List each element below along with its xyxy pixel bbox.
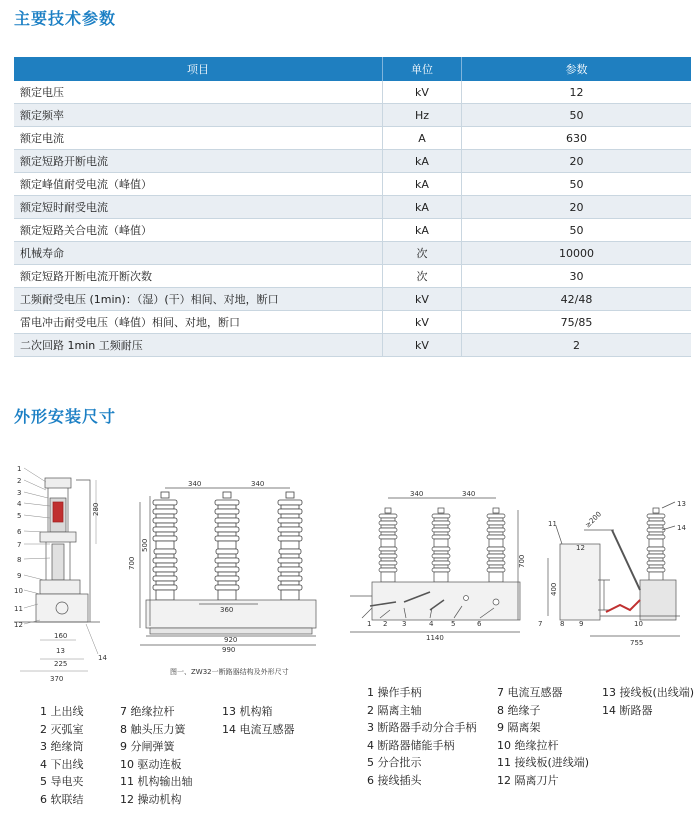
figure-4-side-view (538, 500, 686, 647)
legend-item: 11 接线板(进线端) (497, 756, 590, 769)
cell-item: 额定短时耐受电流 (14, 196, 383, 219)
cell-unit: kV (383, 288, 462, 311)
dim-13: 13 (56, 647, 65, 655)
dim-ge-200: ≥200 (583, 510, 604, 530)
legend-item: 8 绝缘子 (497, 703, 541, 717)
cell-value: 50 (462, 219, 692, 242)
callout-9: 9 (17, 572, 22, 580)
callout-f4-11: 11 (548, 520, 557, 528)
figure-2-front-view (128, 480, 316, 654)
callout-8: 8 (17, 556, 22, 564)
dim-340-b: 340 (251, 480, 265, 488)
cell-item: 额定电流 (14, 127, 383, 150)
dim-1140: 1140 (426, 634, 444, 642)
table-row (14, 219, 691, 242)
cell-value: 10000 (462, 242, 692, 265)
callout-2: 2 (17, 477, 22, 485)
callout-10: 10 (14, 587, 23, 595)
table-row (14, 81, 691, 104)
callout-f3-3: 3 (402, 620, 407, 628)
legend-item: 5 分合批示 (367, 756, 422, 769)
cell-value: 20 (462, 196, 692, 219)
legend-item: 2 灭弧室 (40, 722, 84, 736)
header-item: 项目 (14, 57, 383, 81)
section-title-specs: 主要技术参数 (14, 9, 117, 28)
figure-1-side-section (14, 465, 107, 683)
legend-item: 12 隔离刀片 (497, 773, 559, 787)
dim-400: 400 (550, 582, 558, 596)
table-header-row (14, 57, 691, 81)
callout-1: 1 (17, 465, 22, 473)
legend-item: 6 软联结 (40, 792, 84, 806)
callout-11: 11 (14, 605, 23, 613)
dim-340-a: 340 (188, 480, 202, 488)
legend-item: 5 导电夹 (40, 775, 84, 788)
dim-225: 225 (54, 660, 68, 668)
cell-item: 额定短路开断电流开断次数 (14, 265, 383, 288)
cell-value: 42/48 (462, 288, 692, 311)
table-row (14, 150, 691, 173)
cell-item: 额定短路开断电流 (14, 150, 383, 173)
dim-340-c: 340 (410, 490, 424, 498)
dim-280: 280 (92, 502, 100, 516)
dim-360: 360 (220, 606, 234, 614)
header-value: 参数 (462, 57, 692, 81)
cell-item: 额定短路关合电流（峰值） (14, 219, 383, 242)
dim-990: 990 (222, 646, 236, 654)
legend-item: 14 电流互感器 (222, 722, 295, 736)
legend-item: 1 上出线 (40, 705, 84, 718)
callout-f3-5: 5 (451, 620, 456, 628)
table-row (14, 311, 691, 334)
legend-right-col3 (602, 684, 694, 719)
callout-5: 5 (17, 512, 22, 520)
cell-unit: 次 (383, 242, 462, 265)
cell-unit: kV (383, 334, 462, 357)
table-row (14, 334, 691, 357)
cell-unit: kA (383, 150, 462, 173)
legend-item: 7 电流互感器 (497, 686, 563, 699)
legend-item: 4 下出线 (40, 757, 84, 771)
cell-unit: kA (383, 173, 462, 196)
legend-item: 1 操作手柄 (367, 686, 422, 699)
callout-f4-8: 8 (560, 620, 565, 628)
cell-value: 20 (462, 150, 692, 173)
dim-340-d: 340 (462, 490, 476, 498)
callout-14: 14 (98, 654, 107, 662)
legend-right-col2 (497, 684, 589, 789)
table-row (14, 196, 691, 219)
callout-f3-4: 4 (429, 620, 434, 628)
legend-item: 10 驱动连板 (120, 757, 182, 771)
cell-unit: kA (383, 196, 462, 219)
legend-left-col2 (120, 703, 193, 808)
dim-500: 500 (141, 538, 149, 552)
cell-unit: kV (383, 81, 462, 104)
cell-item: 额定频率 (14, 104, 383, 127)
legend-item: 9 隔离架 (497, 721, 541, 734)
legend-item: 14 断路器 (602, 703, 653, 717)
dim-700-b: 700 (518, 554, 526, 568)
cell-value: 75/85 (462, 311, 692, 334)
legend-item: 8 触头压力簧 (120, 722, 186, 736)
cell-unit: A (383, 127, 462, 150)
callout-f4-10: 10 (634, 620, 643, 628)
table-row (14, 173, 691, 196)
callout-f4-7: 7 (538, 620, 543, 628)
table-row (14, 288, 691, 311)
cell-value: 30 (462, 265, 692, 288)
cell-item: 工频耐受电压 (1min)：（湿）(干）相间、对地，断口 (14, 288, 383, 311)
callout-f4-9: 9 (579, 620, 584, 628)
cell-item: 额定峰值耐受电流（峰值） (14, 173, 383, 196)
callout-3: 3 (17, 489, 22, 497)
cell-unit: Hz (383, 104, 462, 127)
legend-item: 10 绝缘拉杆 (497, 738, 559, 752)
header-unit: 单位 (383, 57, 462, 81)
legend-item: 7 绝缘拉杆 (120, 705, 175, 718)
table-row (14, 104, 691, 127)
table-row (14, 242, 691, 265)
cell-value: 50 (462, 104, 692, 127)
legend-left-col1 (40, 703, 84, 808)
legend-item: 13 机构箱 (222, 705, 273, 718)
callout-6: 6 (17, 528, 22, 536)
legend-item: 12 操动机构 (120, 792, 182, 806)
callout-f3-1: 1 (367, 620, 372, 628)
dim-920: 920 (224, 636, 238, 644)
callout-7: 7 (17, 541, 22, 549)
legend-item: 3 断路器手动分合手柄 (367, 721, 477, 734)
dim-370: 370 (50, 675, 64, 683)
legend-item: 13 接线板(出线端) (602, 686, 695, 699)
legend-item: 2 隔离主轴 (367, 703, 422, 717)
legend-right-col1 (367, 684, 477, 789)
spec-table (14, 57, 691, 357)
cell-unit: 次 (383, 265, 462, 288)
legend-item: 4 断路器储能手柄 (367, 738, 455, 752)
callout-4: 4 (17, 500, 22, 508)
dim-160: 160 (54, 632, 68, 640)
figure-3-front-view (350, 490, 526, 642)
callout-f3-2: 2 (383, 620, 388, 628)
legend-item: 6 接线插头 (367, 773, 422, 787)
dim-700: 700 (128, 556, 136, 570)
callout-f3-6: 6 (477, 620, 482, 628)
callout-12: 12 (14, 621, 23, 629)
cell-unit: kV (383, 311, 462, 334)
legend-item: 9 分闸弹簧 (120, 740, 175, 753)
dim-755: 755 (630, 639, 644, 647)
cell-item: 雷电冲击耐受电压（峰值）相间、对地，断口 (14, 311, 383, 334)
callout-f4-12: 12 (576, 544, 585, 552)
cell-item: 二次回路 1min 工频耐压 (14, 334, 383, 357)
cell-item: 机械寿命 (14, 242, 383, 265)
section-title-dimensions: 外形安装尺寸 (14, 407, 117, 426)
legend-left-col3 (222, 703, 295, 738)
figure-caption: 图一、ZW32一断路器结构及外形尺寸 (170, 668, 289, 676)
legend-item: 11 机构输出轴 (120, 775, 193, 788)
cell-value: 2 (462, 334, 692, 357)
cell-value: 12 (462, 81, 692, 104)
table-row (14, 265, 691, 288)
cell-item: 额定电压 (14, 81, 383, 104)
legend-item: 3 绝缘筒 (40, 740, 84, 753)
table-row (14, 127, 691, 150)
callout-f4-13: 13 (677, 500, 686, 508)
cell-value: 630 (462, 127, 692, 150)
cell-unit: kA (383, 219, 462, 242)
callout-f4-14: 14 (677, 524, 686, 532)
cell-value: 50 (462, 173, 692, 196)
